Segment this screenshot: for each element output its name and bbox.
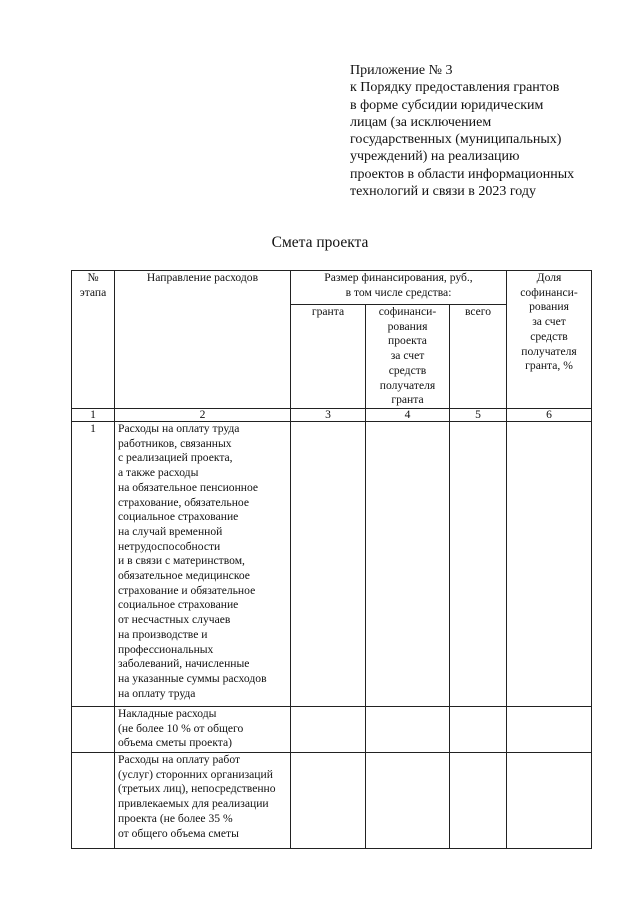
appendix-header xyxy=(350,62,610,200)
column-number: 3 xyxy=(291,409,366,422)
appendix-line: учреждений) на реализацию xyxy=(350,149,520,165)
appendix-line: лицам (за исключением xyxy=(350,114,492,130)
table-row xyxy=(72,707,592,753)
appendix-line: в форме субсидии юридическим xyxy=(350,97,544,113)
stage-number-cell xyxy=(72,753,115,849)
grant-cell xyxy=(291,422,366,707)
cofinancing-cell xyxy=(366,753,450,849)
total-cell xyxy=(450,707,507,753)
estimate-table xyxy=(71,270,592,849)
column-number: 1 xyxy=(72,409,115,422)
appendix-line: Приложение № 3 xyxy=(350,63,453,78)
appendix-line: технологий и связи в 2023 году xyxy=(350,184,536,200)
column-number: 6 xyxy=(507,409,592,422)
total-cell xyxy=(450,753,507,849)
table-row xyxy=(72,753,592,849)
column-number: 4 xyxy=(366,409,450,422)
cofinancing-cell xyxy=(366,707,450,753)
appendix-line: государственных (муниципальных) xyxy=(350,132,562,148)
direction-cell: Расходы на оплату труда работников, связанных с реализацией проекта, а также расходы на обязательное пенсионное страхование, обязательное социальное страхование на случай временной нетрудоспособности и в связи с материнством, обязательное медицинское страхование и обязательное социальное страхование от несчастных случаев на производстве и профессиональных заболеваний, начисленные на указанные суммы расходов на оплату труда xyxy=(115,422,291,707)
total-cell xyxy=(450,422,507,707)
cofinancing-cell xyxy=(366,422,450,707)
header-cofinancing: софинанси- рования проекта за счет средств получателя гранта xyxy=(366,305,450,409)
header-funding-size: Размер финансирования, руб., в том числе средства: xyxy=(291,271,507,305)
header-stage-number: № этапа xyxy=(72,271,115,409)
share-cell xyxy=(507,422,592,707)
stage-number-cell: 1 xyxy=(72,422,115,707)
share-cell xyxy=(507,707,592,753)
stage-number-cell xyxy=(72,707,115,753)
header-direction: Направление расходов xyxy=(115,271,291,409)
grant-cell xyxy=(291,707,366,753)
grant-cell xyxy=(291,753,366,849)
table-row xyxy=(72,422,592,707)
column-number-row xyxy=(72,409,592,422)
appendix-line: к Порядку предоставления грантов xyxy=(350,80,560,96)
share-cell xyxy=(507,753,592,849)
header-cofinancing-share: Доля софинанси- рования за счет средств получателя гранта, % xyxy=(507,271,592,409)
column-number: 2 xyxy=(115,409,291,422)
document-title: Смета проекта xyxy=(271,234,369,251)
direction-cell: Накладные расходы (не более 10 % от общего объема сметы проекта) xyxy=(115,707,291,753)
header-grant: гранта xyxy=(291,305,366,409)
direction-cell: Расходы на оплату работ (услуг) сторонних организаций (третьих лиц), непосредственно привлекаемых для реализации проекта (не более 35 % от общего объема сметы xyxy=(115,753,291,849)
column-number: 5 xyxy=(450,409,507,422)
appendix-line: проектов в области информационных xyxy=(350,166,575,182)
header-total: всего xyxy=(450,305,507,409)
